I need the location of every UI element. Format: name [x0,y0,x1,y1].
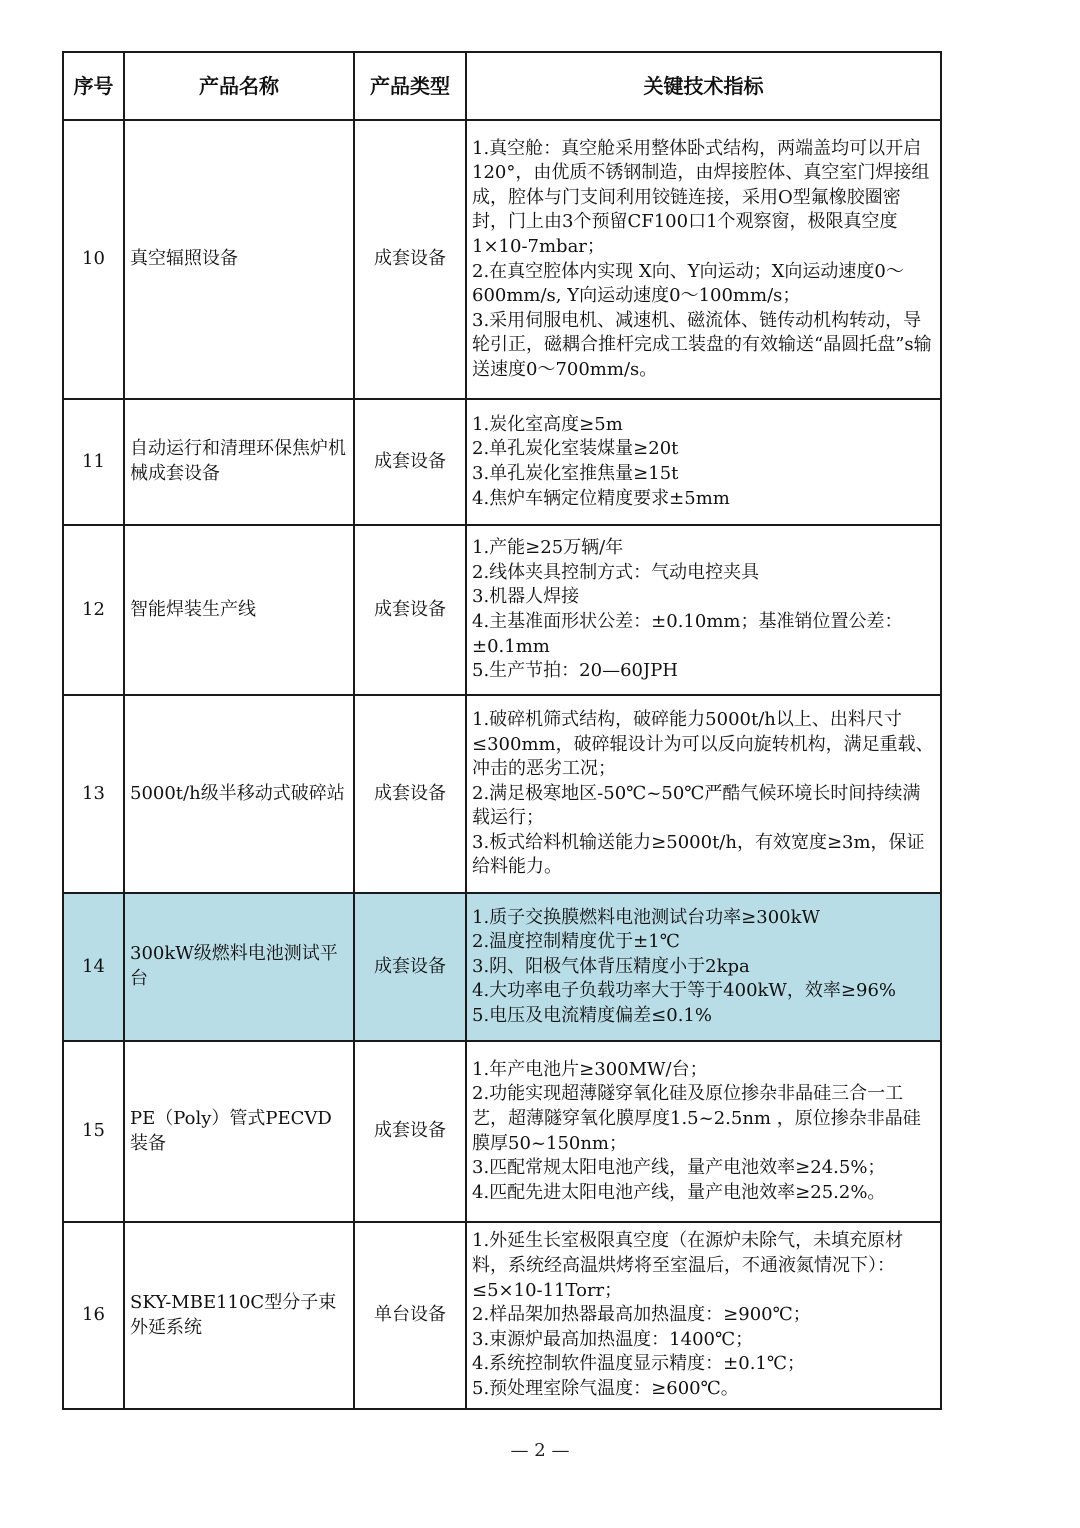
cell-key-specs [466,399,941,525]
spec-item: 3.板式给料机输送能力≥5000t/h，有效宽度≥3m，保证给料能力。 [472,831,925,878]
cell-product-type: 成套设备 [354,399,466,525]
cell-key-specs [466,695,941,893]
spec-item: 3.阴、阳极气体背压精度小于2kpa [472,955,750,977]
cell-serial-number: 13 [63,695,124,893]
spec-item: 1.产能≥25万辆/年 [472,537,624,559]
spec-item: 3.束源炉最高加热温度：1400℃； [472,1328,754,1350]
cell-product-name: 真空辐照设备 [124,120,354,399]
cell-serial-number: 11 [63,399,124,525]
table-row [63,399,941,525]
spec-item: 2.功能实现超薄隧穿氧化硅及原位掺杂非晶硅三合一工艺，超薄隧穿氧化膜厚度1.5~2.5nm ，原位掺杂非晶硅膜厚50~150nm； [472,1083,921,1154]
table-row [63,695,941,893]
table-row [63,525,941,695]
spec-item: 1.质子交换膜燃料电池测试台功率≥300kW [472,906,821,928]
cell-product-type: 成套设备 [354,893,466,1041]
spec-item: 1.外延生长室极限真空度（在源炉未除气，未填充原材料，系统经高温烘烤将至室温后，不通液氮情况下）：≤5×10-11Torr； [472,1230,904,1301]
cell-product-type: 成套设备 [354,120,466,399]
cell-key-specs [466,893,941,1041]
spec-item: 5.电压及电流精度偏差≤0.1% [472,1004,712,1026]
cell-product-name: 300kW级燃料电池测试平台 [124,893,354,1041]
spec-item: 2.单孔炭化室装煤量≥20t [472,438,679,460]
spec-item: 2.线体夹具控制方式：气动电控夹具 [472,561,760,583]
table-header-row [63,52,941,120]
product-table [62,51,942,1410]
cell-serial-number: 14 [63,893,124,1041]
spec-item: 1.炭化室高度≥5m [472,413,623,435]
cell-serial-number: 12 [63,525,124,695]
cell-serial-number: 10 [63,120,124,399]
spec-item: 4.主基准面形状公差：±0.10mm；基准销位置公差：±0.1mm [472,611,903,657]
spec-item: 4.系统控制软件温度显示精度：±0.1℃； [472,1353,806,1375]
spec-item: 1.年产电池片≥300MW/台； [472,1058,708,1080]
table-row [63,893,941,1041]
header-key-specs: 关键技术指标 [466,52,941,120]
spec-item: 4.匹配先进太阳电池产线，量产电池效率≥25.2%。 [472,1181,886,1203]
cell-product-name: 智能焊装生产线 [124,525,354,695]
cell-product-type: 成套设备 [354,1041,466,1222]
spec-item: 4.大功率电子负载功率大于等于400kW，效率≥96% [472,980,897,1002]
header-product-name: 产品名称 [124,52,354,120]
spec-item: 3.采用伺服电机、减速机、磁流体、链传动机构转动，导轮引正，磁耦合推杆完成工装盘的有效输送“晶圆托盘”s输送速度0～700mm/s。 [472,309,932,380]
spec-item: 2.满足极寒地区-50℃~50℃严酷气候环境长时间持续满载运行； [472,782,921,829]
spec-item: 5.生产节拍：20—60JPH [472,660,679,682]
spec-item: 2.样品架加热器最高加热温度：≥900℃； [472,1304,811,1326]
spec-item: 4.焦炉车辆定位精度要求±5mm [472,487,730,509]
spec-item: 3.单孔炭化室推焦量≥15t [472,463,679,484]
cell-product-type: 成套设备 [354,525,466,695]
spec-item: 2.温度控制精度优于±1℃ [472,931,680,953]
spec-item: 3.匹配常规太阳电池产线，量产电池效率≥24.5%； [472,1157,886,1179]
cell-product-name: 自动运行和清理环保焦炉机械成套设备 [124,399,354,525]
header-product-type: 产品类型 [354,52,466,120]
cell-serial-number: 15 [63,1041,124,1222]
spec-item: 5.预处理室除气温度：≥600℃。 [472,1377,739,1399]
table-body [63,120,941,1409]
cell-product-name: PE（Poly）管式PECVD装备 [124,1041,354,1222]
header-serial-number: 序号 [63,52,124,120]
spec-item: 2.在真空腔体内实现 X向、Y向运动；X向运动速度0～600mm/s, Y向运动速度0～100mm/s； [472,260,904,307]
table-row [63,1222,941,1409]
spec-item: 1.破碎机筛式结构，破碎能力5000t/h以上、出料尺寸≤300mm，破碎辊设计为可以反向旋转机构，满足重载、冲击的恶劣工况； [472,708,934,780]
cell-product-name: 5000t/h级半移动式破碎站 [124,695,354,893]
spec-item: 1.真空舱：真空舱采用整体卧式结构，两端盖均可以开启120°，由优质不锈钢制造，由焊接腔体、真空室门焊接组成，腔体与门支间利用铰链连接，采用O型氟橡胶圈密封，门上由3个预留CF100口1个观察窗，极限真空度1×10-7mbar； [472,137,930,257]
cell-key-specs [466,1222,941,1409]
table-row [63,120,941,399]
cell-product-type: 成套设备 [354,695,466,893]
table-row [63,1041,941,1222]
cell-key-specs [466,120,941,399]
page-number: — 2 — [510,1440,570,1461]
cell-product-name: SKY-MBE110C型分子束外延系统 [124,1222,354,1409]
cell-key-specs [466,1041,941,1222]
cell-product-type: 单台设备 [354,1222,466,1409]
cell-serial-number: 16 [63,1222,124,1409]
cell-key-specs [466,525,941,695]
spec-item: 3.机器人焊接 [472,586,580,608]
